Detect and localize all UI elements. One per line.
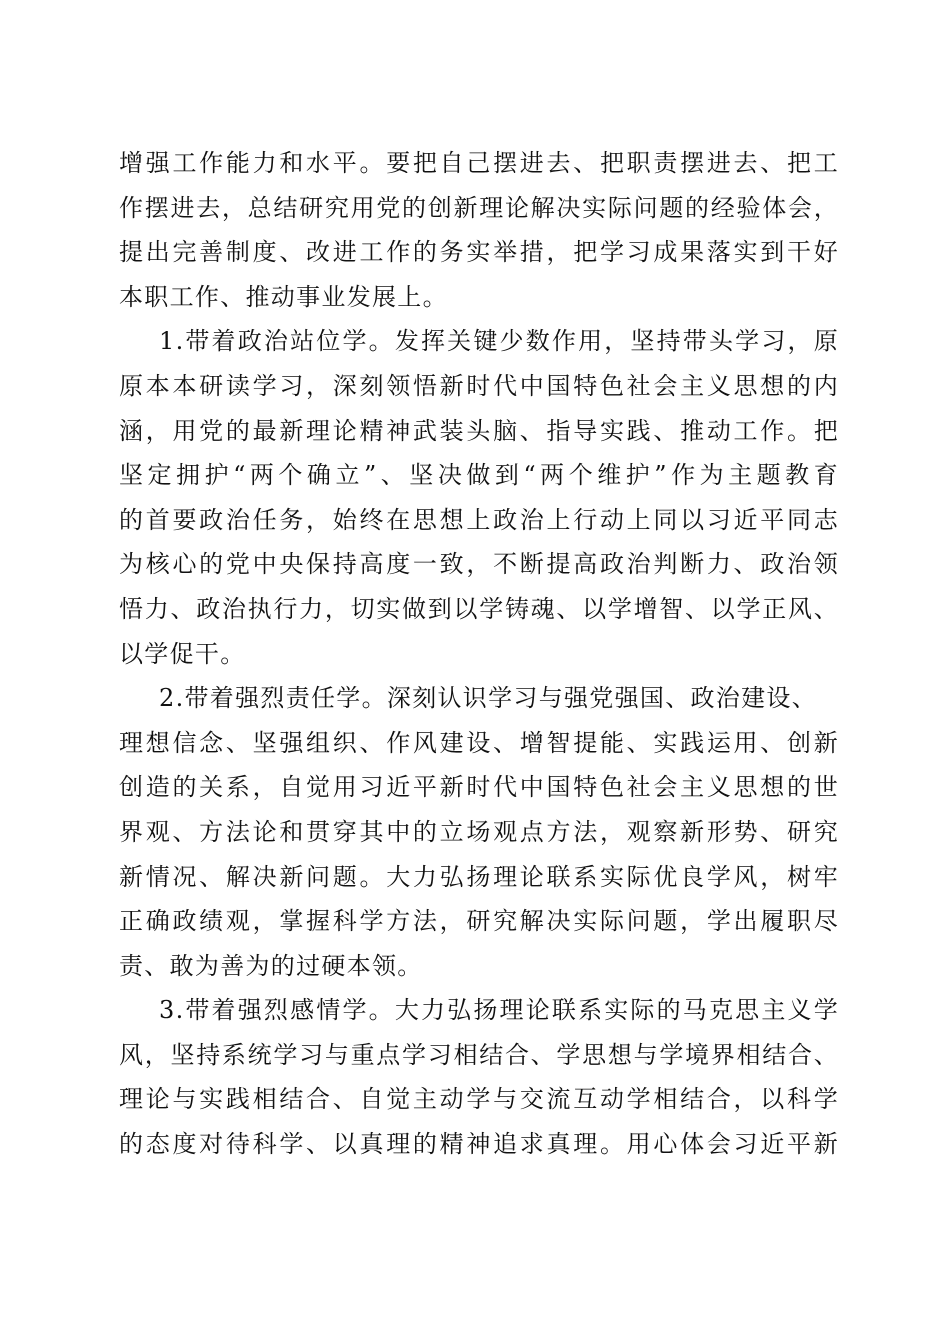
document-body [119,141,839,1167]
text-line: 坚定拥护“两个确立”、坚决做到“两个维护”作为主题教育 [119,461,839,490]
text-line: 提出完善制度、改进工作的务实举措，把学习成果落实到干好 [119,238,839,267]
text-line: 3.带着强烈感情学。大力弘扬理论联系实际的马克思主义学 [159,996,839,1025]
text-line: 的首要政治任务，始终在思想上政治上行动上同以习近平同志 [119,505,839,534]
text-line: 悟力、政治执行力，切实做到以学铸魂、以学增智、以学正风、 [119,594,839,623]
text-line: 2.带着强烈责任学。深刻认识学习与强党强国、政治建设、 [159,684,817,713]
text-line: 的态度对待科学、以真理的精神追求真理。用心体会习近平新 [119,1130,839,1159]
paragraph-intro [119,141,839,319]
text-line: 1.带着政治站位学。发挥关键少数作用，坚持带头学习，原 [159,327,839,356]
text-line: 本职工作、推动事业发展上。 [119,282,448,311]
text-line: 理想信念、坚强组织、作风建设、增智提能、实践运用、创新 [119,728,839,757]
text-line: 创造的关系，自觉用习近平新时代中国特色社会主义思想的世 [119,773,839,802]
paragraph-point-1 [119,319,839,676]
paragraph-point-2 [119,676,839,988]
paragraph-point-3 [119,988,839,1166]
text-line: 责、敢为善为的过硬本领。 [119,951,423,980]
text-line: 涵，用党的最新理论精神武装头脑、指导实践、推动工作。把 [119,416,839,445]
text-line: 新情况、解决新问题。大力弘扬理论联系实际优良学风，树牢 [119,862,839,891]
text-line: 界观、方法论和贯穿其中的立场观点方法，观察新形势、研究 [119,817,839,846]
text-line: 以学促干。 [119,639,246,668]
text-line: 风，坚持系统学习与重点学习相结合、学思想与学境界相结合、 [119,1040,839,1069]
text-line: 为核心的党中央保持高度一致，不断提高政治判断力、政治领 [119,550,839,579]
text-line: 正确政绩观，掌握科学方法，研究解决实际问题，学出履职尽 [119,907,839,936]
text-line: 作摆进去，总结研究用党的创新理论解决实际问题的经验体会， [119,193,839,222]
text-line: 理论与实践相结合、自觉主动学与交流互动学相结合，以科学 [119,1085,839,1114]
text-line: 原本本研读学习，深刻领悟新时代中国特色社会主义思想的内 [119,371,839,400]
text-line: 增强工作能力和水平。要把自己摆进去、把职责摆进去、把工 [119,149,839,177]
